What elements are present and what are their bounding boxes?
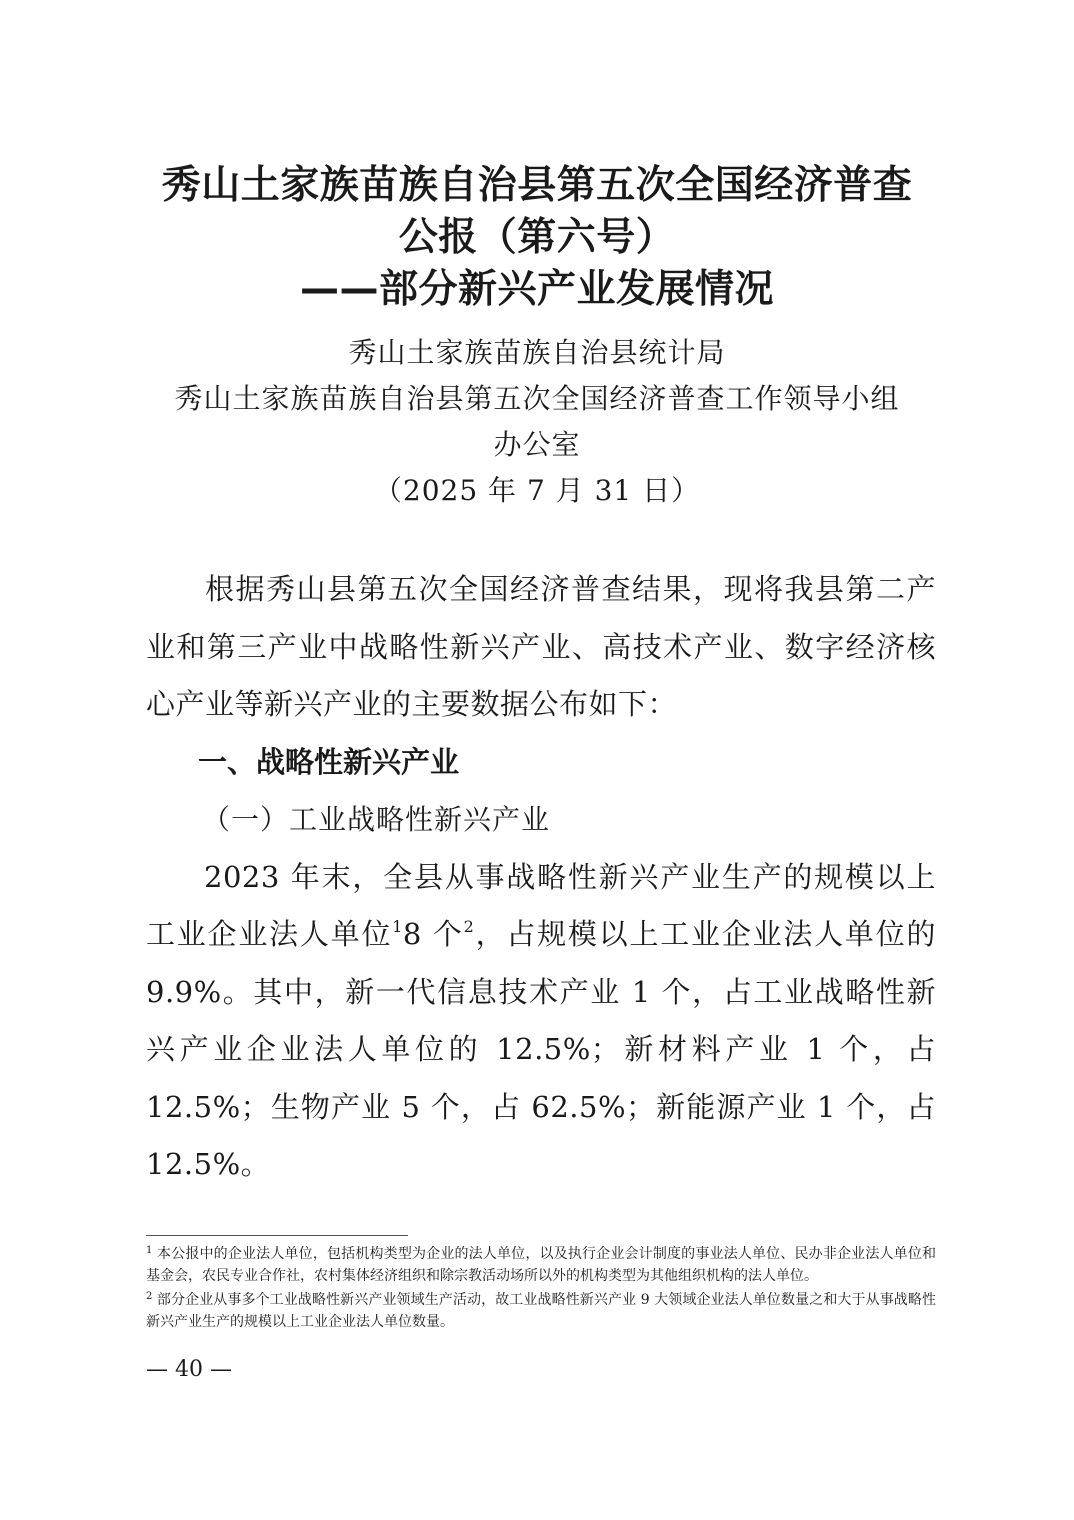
issuer-census-office: 秀山土家族苗族自治县第五次全国经济普查工作领导小组 — [174, 382, 900, 415]
para-text-3: ，占规模以上工业企业法人单位的 9.9%。其中，新一代信息技术产业 1 个，占工业战略性新兴产业企业法人单位的 12.5%；新材料产业 1 个，占 12.5%；生物产业 5 个，占 62.5%；新能源产业 1 个，占 12.5%。 — [146, 917, 936, 1181]
footnote-divider — [146, 1235, 408, 1236]
footnote-2 — [146, 1289, 936, 1333]
title-line-2: 公报（第六号） — [398, 215, 676, 260]
footnote-1 — [146, 1243, 936, 1287]
subsection-heading: （一）工业战略性新兴产业 — [202, 803, 551, 836]
issue-date: （2025 年 7 月 31 日） — [373, 474, 701, 507]
intro-paragraph — [146, 561, 936, 734]
title-line-3: ——部分新兴产业发展情况 — [299, 267, 774, 312]
bulletin-title — [0, 160, 1074, 316]
footnote-ref-2: 2 — [463, 917, 475, 936]
title-line-1: 秀山土家族苗族自治县第五次全国经济普查 — [161, 163, 913, 208]
para-text-2: 8 个 — [402, 917, 464, 951]
issuer-statistics-bureau: 秀山土家族苗族自治县统计局 — [348, 336, 726, 369]
para-text-1: 2023 年末，全县从事战略性新兴产业生产的规模以上工业企业法人单位 — [146, 859, 936, 951]
page-number: — 40 — — [146, 1357, 232, 1382]
issuer-block — [0, 330, 1074, 514]
footnote-text-2: 部分企业从事多个工业战略性新兴产业领域生产活动，故工业战略性新兴产业 9 大领域企业法人单位数量之和大于从事战略性新兴产业生产的规模以上工业企业法人单位数量。 — [146, 1292, 936, 1330]
footnote-ref-1: 1 — [392, 917, 403, 936]
section-heading: 一、战略性新兴产业 — [198, 744, 460, 779]
footnote-mark-2: 2 — [146, 1291, 153, 1302]
footnote-mark-1: 1 — [146, 1245, 153, 1256]
body-text — [146, 561, 936, 1194]
footnotes — [146, 1243, 936, 1335]
issuer-census-office-cont: 办公室 — [493, 428, 581, 461]
industrial-paragraph — [146, 849, 936, 1194]
intro-text: 根据秀山县第五次全国经济普查结果，现将我县第二产业和第三产业中战略性新兴产业、高技术产业、数字经济核心产业等新兴产业的主要数据公布如下： — [146, 572, 936, 721]
footnote-text-1: 本公报中的企业法人单位，包括机构类型为企业的法人单位，以及执行企业会计制度的事业法人单位、民办非企业法人单位和基金会，农民专业合作社，农村集体经济组织和除宗教活动场所以外的机构类型为其他组织机构的法人单位。 — [146, 1246, 936, 1284]
